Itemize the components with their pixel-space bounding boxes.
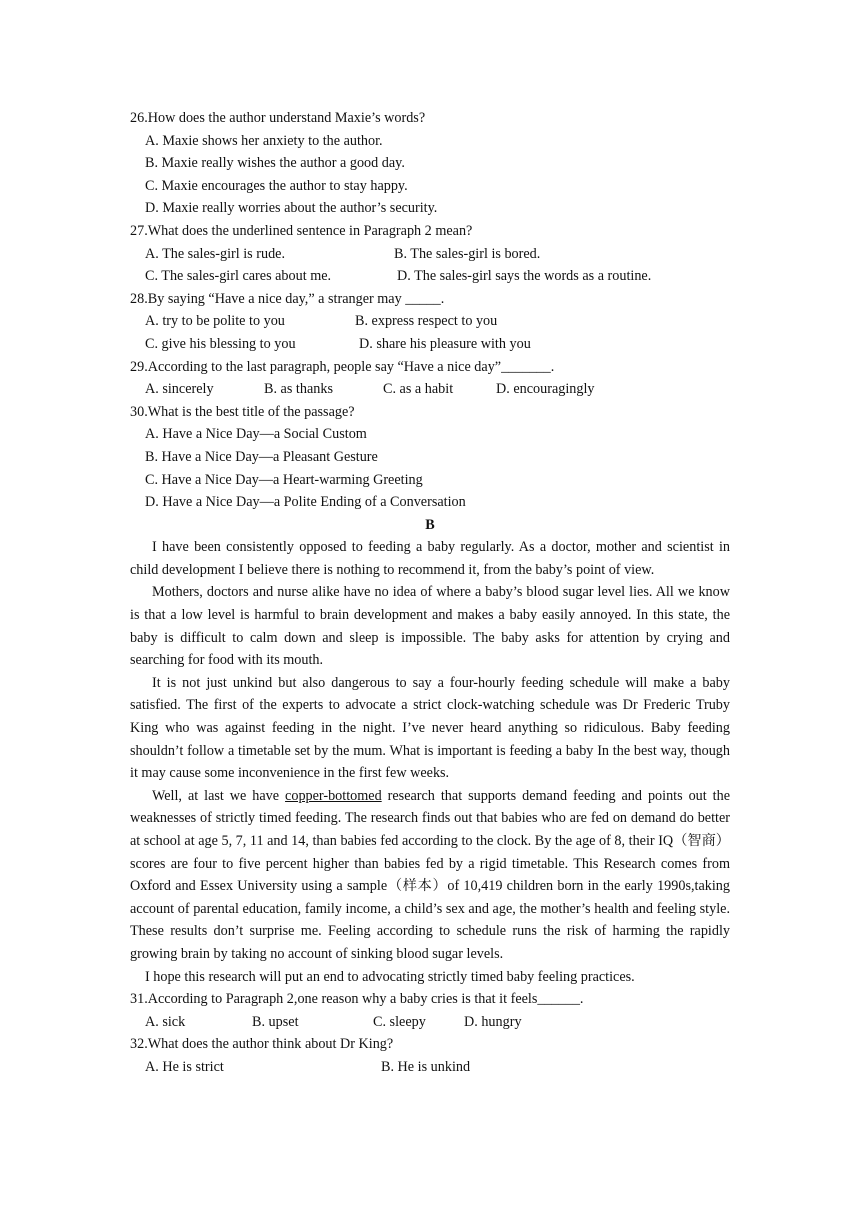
question-26-stem: 26.How does the author understand Maxie’s words?	[130, 110, 426, 126]
question-31-options-row	[130, 1011, 730, 1034]
question-27-option-b: B. The sales-girl is bored.	[394, 245, 541, 262]
underlined-phrase: copper-bottomed	[285, 787, 382, 804]
question-26-option-d: D. Maxie really worries about the author’s security.	[145, 200, 438, 217]
question-31-option-b: B. upset	[252, 1013, 299, 1030]
question-32-option-a: A. He is strict	[145, 1058, 224, 1075]
passage-paragraph-1: I have been consistently opposed to feeding a baby regularly. As a doctor, mother and scientist in child development I believe there is nothing to recommend it, from the baby’s point of view.	[130, 539, 730, 578]
question-30-option-d: D. Have a Nice Day—a Polite Ending of a Conversation	[145, 494, 466, 511]
question-27-options-row-2	[130, 265, 730, 288]
section-b-heading: B	[425, 516, 435, 533]
question-27-options-row-1	[130, 243, 730, 266]
document-content	[130, 107, 730, 1079]
question-29-option-d: D. encouragingly	[496, 381, 595, 398]
question-28-options-row-1	[130, 310, 730, 333]
passage-paragraph-2: Mothers, doctors and nurse alike have no idea of where a baby’s blood sugar level lies. All we know is that a low level is harmful to brain development and makes a baby easily annoyed. In this state, the baby is difficult to calm down and sleep is impossible. The baby asks for attention by crying and searching for food with its mouth.	[130, 584, 730, 669]
question-30-option-b: B. Have a Nice Day—a Pleasant Gesture	[145, 448, 378, 465]
question-30-stem: 30.What is the best title of the passage?	[130, 403, 355, 420]
question-31-option-a: A. sick	[145, 1013, 186, 1030]
question-32-options-row	[130, 1056, 730, 1079]
question-31-option-d: D. hungry	[464, 1013, 522, 1030]
passage-paragraph-3: It is not just unkind but also dangerous to say a four-hourly feeding schedule will make a baby satisfied. The first of the experts to advocate a strict clock-watching schedule was Dr Frederic Truby King who was against feeding in the night. I’ve never heard anything so ridiculous. Baby feeding shouldn’t follow a timetable set by the mum. What is important is feeding a baby In the best way, though it may cause some inconvenience in the first few weeks.	[130, 674, 730, 782]
passage-paragraph-5: I hope this research will put an end to advocating strictly timed baby feeling practices.	[145, 968, 635, 985]
question-26-option-b: B. Maxie really wishes the author a good day.	[145, 155, 405, 172]
question-29-stem: 29.According to the last paragraph, people say “Have a nice day”_______.	[130, 358, 555, 375]
question-28-option-b: B. express respect to you	[355, 313, 498, 330]
question-29-options-row	[130, 378, 730, 401]
question-28-option-c: C. give his blessing to you	[145, 335, 296, 352]
question-26-option-c: C. Maxie encourages the author to stay happy.	[145, 177, 408, 194]
question-28-options-row-2	[130, 333, 730, 356]
question-30-option-c: C. Have a Nice Day—a Heart-warming Greeting	[145, 471, 423, 488]
question-32-option-b: B. He is unkind	[381, 1058, 471, 1075]
question-29-option-c: C. as a habit	[383, 381, 454, 398]
question-32-stem: 32.What does the author think about Dr King?	[130, 1036, 394, 1053]
question-27-option-d: D. The sales-girl says the words as a routine.	[397, 268, 652, 285]
question-29-option-a: A. sincerely	[145, 381, 214, 398]
passage-paragraph-4	[130, 785, 730, 966]
question-28-stem: 28.By saying “Have a nice day,” a stranger may _____.	[130, 290, 445, 307]
question-31-stem: 31.According to Paragraph 2,one reason why a baby cries is that it feels______.	[130, 991, 584, 1008]
question-26-option-a: A. Maxie shows her anxiety to the author.	[145, 132, 383, 149]
paragraph-4-text-start: Well, at last we have	[152, 787, 286, 804]
paragraph-4-text-rest: research that supports demand feeding and points out the weaknesses of strictly timed feeding. The research finds out that babies who are fed on demand do better at school at age 5, 7, 11 and 14, than babies fed according to the clock. By the age of 8, their IQ（智商）scores are four to five percent higher than babies fed by a rigid timetable. This Research comes from Oxford and Essex University using a sample（样本）of 10,419 children born in the early 1990s,taking account of parental education, family income, a child’s sex and age, the mother’s health and feeling style. These results don’t surprise me. Feeling according to schedule runs the risk of harming the rapidly growing brain by taking no account of sinking blood sugar levels.	[130, 787, 731, 962]
question-28-option-d: D. share his pleasure with you	[359, 335, 531, 352]
question-27-option-a: A. The sales-girl is rude.	[145, 245, 286, 262]
question-27-stem: 27.What does the underlined sentence in Paragraph 2 mean?	[130, 222, 473, 239]
question-27-option-c: C. The sales-girl cares about me.	[145, 268, 332, 285]
question-30-option-a: A. Have a Nice Day—a Social Custom	[145, 426, 367, 443]
question-28-option-a: A. try to be polite to you	[145, 313, 285, 330]
question-29-option-b: B. as thanks	[264, 381, 333, 398]
question-31-option-c: C. sleepy	[373, 1013, 426, 1030]
